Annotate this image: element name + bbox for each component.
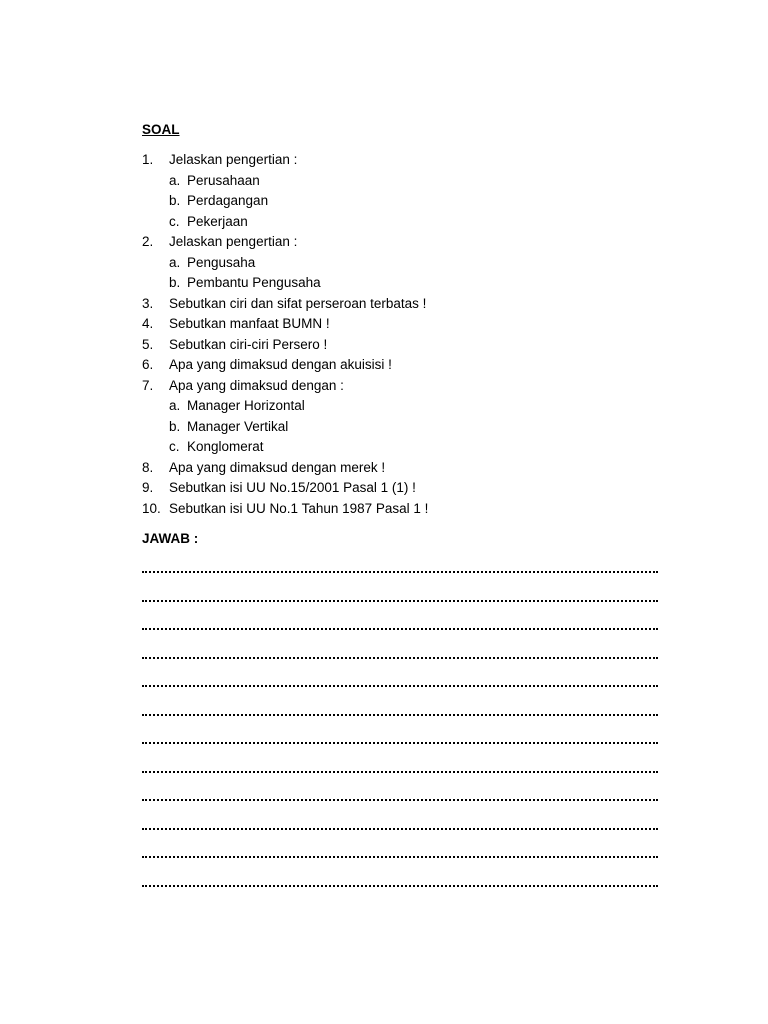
question-item: [142, 335, 662, 356]
answer-line: [142, 759, 658, 788]
sub-letter: a.: [169, 254, 181, 270]
question-number: 9.: [142, 480, 154, 495]
sub-item: [142, 417, 662, 438]
answer-lines: [142, 559, 662, 901]
question-item: [142, 314, 662, 335]
question-item: [142, 458, 662, 479]
sub-letter: c.: [169, 439, 180, 454]
answer-line: [142, 673, 658, 702]
answer-line: [142, 730, 658, 759]
question-number: 5.: [142, 336, 154, 352]
sub-item: [142, 253, 662, 274]
question-text: Apa yang dimaksud dengan akuisisi !: [169, 357, 392, 372]
question-text: Sebutkan isi UU No.15/2001 Pasal 1 (1) !: [169, 480, 416, 495]
sub-letter: c.: [169, 213, 180, 229]
answer-line: [142, 787, 658, 816]
question-number: 2.: [142, 234, 154, 249]
sub-letter: b.: [169, 418, 181, 434]
soal-heading: SOAL: [142, 122, 180, 137]
question-number: 4.: [142, 316, 154, 331]
sub-text: Pekerjaan: [187, 213, 248, 229]
sub-text: Pembantu Pengusaha: [187, 275, 321, 290]
question-number: 10.: [142, 500, 161, 516]
question-text: Sebutkan isi UU No.1 Tahun 1987 Pasal 1 !: [169, 500, 429, 516]
answer-line: [142, 873, 658, 902]
sub-item: [142, 212, 662, 233]
question-item: [142, 150, 662, 171]
question-item: [142, 294, 662, 315]
question-item: [142, 232, 662, 253]
answer-line: [142, 645, 658, 674]
question-item: [142, 355, 662, 376]
question-text: Sebutkan manfaat BUMN !: [169, 316, 330, 331]
question-number: 8.: [142, 459, 154, 475]
sub-letter: a.: [169, 398, 181, 413]
answer-line: [142, 616, 658, 645]
sub-text: Perdagangan: [187, 193, 269, 208]
sub-text: Perusahaan: [187, 172, 260, 188]
sub-item: [142, 273, 662, 294]
question-text: Jelaskan pengertian :: [169, 234, 298, 249]
question-text: Jelaskan pengertian :: [169, 152, 298, 167]
sub-item: [142, 191, 662, 212]
question-text: Apa yang dimaksud dengan merek !: [169, 459, 386, 475]
document-content: [142, 120, 662, 901]
question-item: [142, 478, 662, 499]
sub-text: Pengusaha: [187, 254, 256, 270]
jawab-heading: JAWAB :: [142, 531, 199, 546]
answer-line: [142, 588, 658, 617]
question-number: 3.: [142, 295, 154, 311]
question-item: [142, 499, 662, 520]
question-text: Sebutkan ciri-ciri Persero !: [169, 336, 328, 352]
sub-letter: b.: [169, 193, 181, 208]
answer-line: [142, 816, 658, 845]
question-number: 7.: [142, 377, 154, 393]
sub-text: Konglomerat: [187, 439, 264, 454]
sub-item: [142, 437, 662, 458]
sub-letter: b.: [169, 275, 181, 290]
answer-line: [142, 844, 658, 873]
question-number: 1.: [142, 152, 154, 167]
question-item: [142, 376, 662, 397]
question-text: Apa yang dimaksud dengan :: [169, 377, 344, 393]
question-text: Sebutkan ciri dan sifat perseroan terbatas !: [169, 295, 427, 311]
question-number: 6.: [142, 357, 154, 372]
answer-line: [142, 559, 658, 588]
answer-line: [142, 702, 658, 731]
sub-item: [142, 396, 662, 417]
sub-text: Manager Horizontal: [187, 398, 305, 413]
question-list: [142, 150, 662, 519]
sub-letter: a.: [169, 172, 181, 188]
sub-item: [142, 171, 662, 192]
sub-text: Manager Vertikal: [187, 418, 289, 434]
